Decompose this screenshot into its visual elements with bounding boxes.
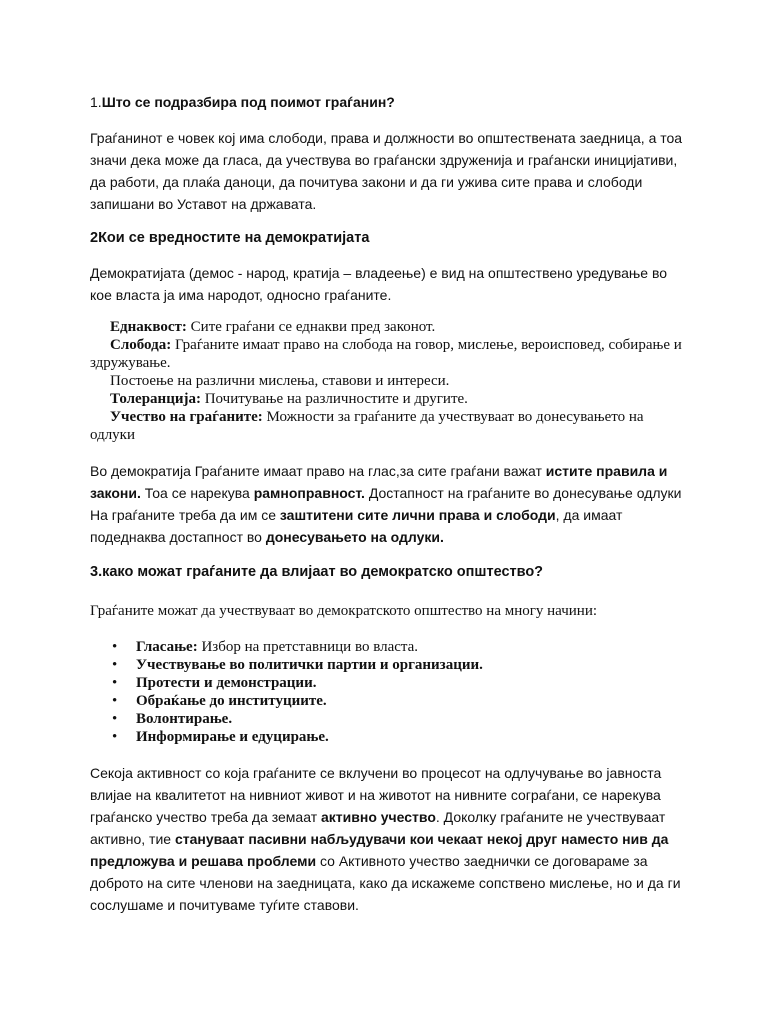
value-term: Учество на граѓаните: (110, 409, 263, 425)
value-term: Еднаквост: (110, 319, 187, 335)
bullet-icon: • (112, 711, 118, 727)
value-equality (90, 318, 690, 336)
bullet-icon: • (112, 639, 118, 655)
value-pluralism (90, 372, 690, 390)
value-text: Граѓаните имаат право на слобода на говор, мислење, вероисповед, собирање и здружување. (90, 337, 682, 371)
bold-run: рамноправност. (253, 485, 365, 501)
list-item (90, 710, 650, 728)
value-participation (90, 408, 690, 444)
text-run: , да имаат подеднаква достапност во (90, 507, 623, 545)
bold-run: активно учество (321, 809, 436, 825)
paragraph-democracy-definition: Демократијата (демос - народ, кратија – владеење) е вид на општествено уредување во кое власта ја има народот, односно граѓаните. (90, 265, 668, 303)
list-item (90, 692, 650, 710)
text-run: Секоја активност со која граѓаните се вклучени во процесот на одлучување во јавноста влијае на квалитетот на нивниот живот и на животот на нивните сограѓани, се нарекува граѓанско учество треба да земаат (90, 765, 662, 825)
bullet-term: Волонтирање. (136, 711, 233, 727)
bold-run: стануваат пасивни набљудувачи кои чекаат некој друг наместо нив да предложува и решава проблеми (90, 831, 669, 869)
question-1-heading (90, 94, 690, 110)
paragraph-equality-rights (90, 460, 690, 548)
value-text: Можности за граѓаните да учествуваат во донесувањето на одлуки (90, 409, 644, 443)
democracy-values-list (90, 318, 690, 444)
value-term: Толеранција: (110, 391, 201, 407)
value-term: Слобода: (110, 337, 172, 353)
text-run: Тоа се нарекува (140, 485, 254, 501)
bold-run: заштитени сите лични права и слободи (279, 507, 556, 523)
text-run: со Активното учество заеднички се договараме за доброто на сите членови на заедницата, како да искажеме сопствено мислење, но и да ги сослушаме и почитуваме туѓите ставови. (90, 853, 681, 913)
value-text: Почитување на различностите и другите. (200, 391, 468, 407)
value-text: Постоење на различни мислења, ставови и интереси. (110, 373, 450, 389)
list-item (90, 656, 650, 674)
question-1-number: 1. (90, 94, 102, 110)
paragraph-participation-intro: Граѓаните можат да учествуваат во демократското општество на многу начини: (90, 603, 598, 619)
value-freedom (90, 336, 690, 372)
paragraph-active-participation (90, 762, 690, 916)
list-item (90, 638, 650, 656)
value-tolerance (90, 390, 690, 408)
paragraph-citizen-definition: Граѓанинот е човек кој има слободи, права и должности во општествената заедница, а тоа значи дека може да гласа, да учествува во граѓански здруженија и граѓански иницијативи, да работи, да плаќа даноци, да почитува закони и да ги ужива сите права и слободи запишани во Уставот на државата. (90, 130, 683, 212)
question-2-heading: 2Кои се вредностите на демократијата (90, 230, 370, 246)
question-3-heading: 3.како можат граѓаните да влијаат во демократско општество? (90, 564, 544, 580)
bullet-term: Учествување во политички партии и организации. (136, 657, 483, 673)
bullet-icon: • (112, 675, 118, 691)
list-item (90, 728, 650, 746)
bullet-term: Информирање и едуцирање. (136, 729, 329, 745)
text-run: Достапност на граѓаните во донесување одлуки На граѓаните треба да им се (90, 485, 682, 523)
question-1-text: Што се подразбира под поимот граѓанин? (101, 94, 395, 110)
text-run: Во демократија Граѓаните имаат право на глас,за сите граѓани важат (90, 463, 546, 479)
bold-run: истите правила и закони. (90, 463, 668, 501)
bullet-term: Обраќање до институциите. (136, 693, 327, 709)
bullet-text: Избор на претставници во власта. (197, 639, 419, 655)
text-run: . Доколку граѓаните не учествуваат активно, тие (90, 809, 666, 847)
bullet-term: Протести и демонстрации. (136, 675, 317, 691)
bullet-icon: • (112, 693, 118, 709)
value-text: Сите граѓани се еднакви пред законот. (186, 319, 436, 335)
bullet-icon: • (112, 729, 118, 745)
list-item (90, 674, 650, 692)
bold-run: донесувањето на одлуки. (265, 529, 444, 545)
bullet-icon: • (112, 657, 118, 673)
participation-bullet-list (90, 638, 650, 746)
bullet-term: Гласање: (136, 639, 198, 655)
